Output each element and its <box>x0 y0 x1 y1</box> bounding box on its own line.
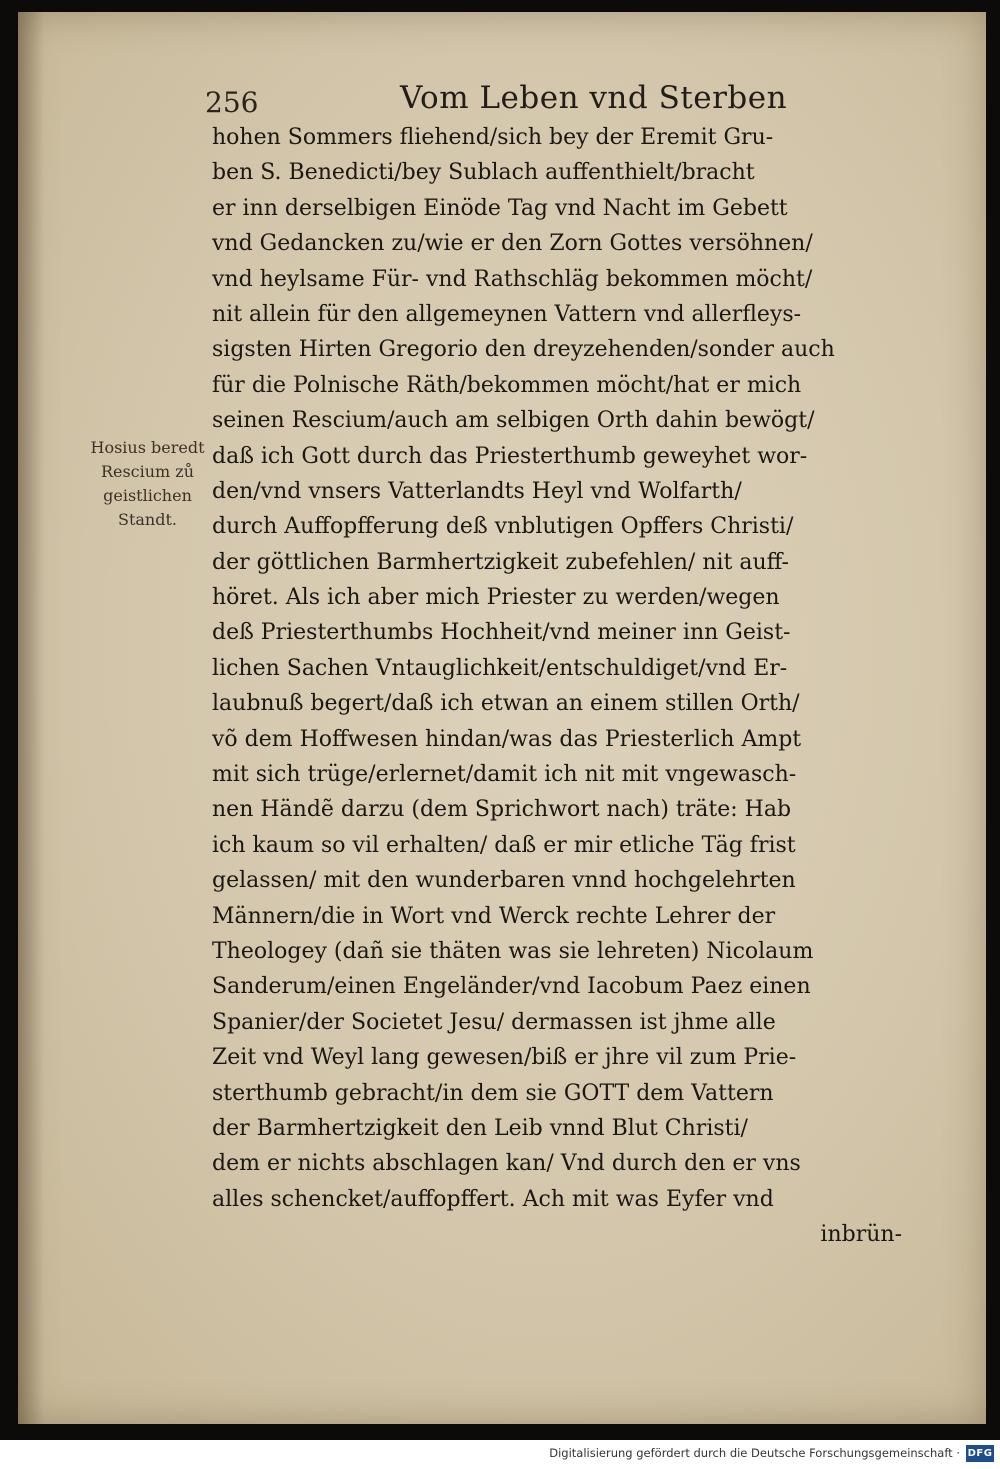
text-line: nen Händẽ darzu (dem Sprichwort nach) träte: Hab <box>212 797 792 823</box>
funding-credit: Digitalisierung gefördert durch die Deutsche Forschungsgemeinschaft · <box>549 1446 960 1460</box>
text-line: deß Priesterthumbs Hochheit/vnd meiner inn Geist- <box>212 620 791 646</box>
text-line: für die Polnische Räth/bekommen möcht/hat er mich <box>212 372 802 398</box>
text-line: sigsten Hirten Gregorio den dreyzehenden/sonder auch <box>212 337 835 363</box>
running-title: Vom Leben vnd Sterben <box>400 80 788 116</box>
digitization-footer <box>0 1440 1000 1469</box>
text-line: Sanderum/einen Engeländer/vnd Iacobum Paez einen <box>212 974 811 1000</box>
text-line: nit allein für den allgemeynen Vattern vnd allerfleys- <box>212 301 802 327</box>
text-line: gelassen/ mit den wunderbaren vnnd hochgelehrten <box>212 868 796 894</box>
text-line: vnd heylsame Für- vnd Rathschläg bekommen möcht/ <box>212 266 813 292</box>
dfg-logo-icon: DFG <box>966 1445 994 1462</box>
marginal-note-line: Hosius beredt <box>90 438 205 457</box>
text-line: alles schencket/auffopffert. Ach mit was Eyfer vnd <box>212 1186 774 1212</box>
marginal-note-line: geistlichen <box>103 486 192 505</box>
marginal-note <box>80 436 215 532</box>
text-line: der göttlichen Barmhertzigkeit zubefehlen/ nit auff- <box>212 549 789 575</box>
text-line: Männern/die in Wort vnd Werck rechte Lehrer der <box>212 903 776 929</box>
text-line: daß ich Gott durch das Priesterthumb geweyhet wor- <box>212 443 808 469</box>
text-line: vnd Gedancken zu/wie er den Zorn Gottes versöhnen/ <box>212 231 813 257</box>
text-line: der Barmhertzigkeit den Leib vnnd Blut Christi/ <box>212 1115 748 1141</box>
text-line: lichen Sachen Vntauglichkeit/entschuldiget/vnd Er- <box>212 655 788 681</box>
text-line: sterthumb gebracht/in dem sie GOTT dem Vattern <box>212 1080 774 1106</box>
text-line: hohen Sommers fliehend/sich bey der Eremit Gru- <box>212 125 774 150</box>
text-line: seinen Rescium/auch am selbigen Orth dahin bewögt/ <box>212 408 815 434</box>
text-line: er inn derselbigen Einöde Tag vnd Nacht im Gebett <box>212 195 788 221</box>
body-text <box>212 120 912 1253</box>
text-line: mit sich trüge/erlernet/damit ich nit mit vngewasch- <box>212 762 797 788</box>
page-number: 256 <box>205 86 259 119</box>
text-line: laubnuß begert/daß ich etwan an einem stillen Orth/ <box>212 691 800 717</box>
text-line: Zeit vnd Weyl lang gewesen/biß er jhre vil zum Prie- <box>212 1045 797 1071</box>
text-line: Theologey (dañ sie thäten was sie lehreten) Nicolaum <box>212 938 814 964</box>
text-line: võ dem Hoffwesen hindan/was das Priesterlich Ampt <box>212 726 802 752</box>
text-line: ich kaum so vil erhalten/ daß er mir etliche Täg frist <box>212 832 796 858</box>
text-line: höret. Als ich aber mich Priester zu werden/wegen <box>212 585 780 611</box>
text-line: den/vnd vnsers Vatterlandts Heyl vnd Wolfarth/ <box>212 478 742 504</box>
marginal-note-line: Rescium zů <box>100 462 195 481</box>
marginal-note-line: Standt. <box>118 510 177 529</box>
page-header <box>205 80 905 120</box>
text-line: ben S. Benedicti/bey Sublach auffenthielt/bracht <box>212 160 755 186</box>
catchword: inbrün- <box>820 1222 902 1248</box>
text-line: Spanier/der Societet Jesu/ dermassen ist jhme alle <box>212 1009 776 1035</box>
text-line: dem er nichts abschlagen kan/ Vnd durch den er vns <box>212 1151 801 1177</box>
text-line: durch Auffopfferung deß vnblutigen Opffers Christi/ <box>212 514 794 540</box>
